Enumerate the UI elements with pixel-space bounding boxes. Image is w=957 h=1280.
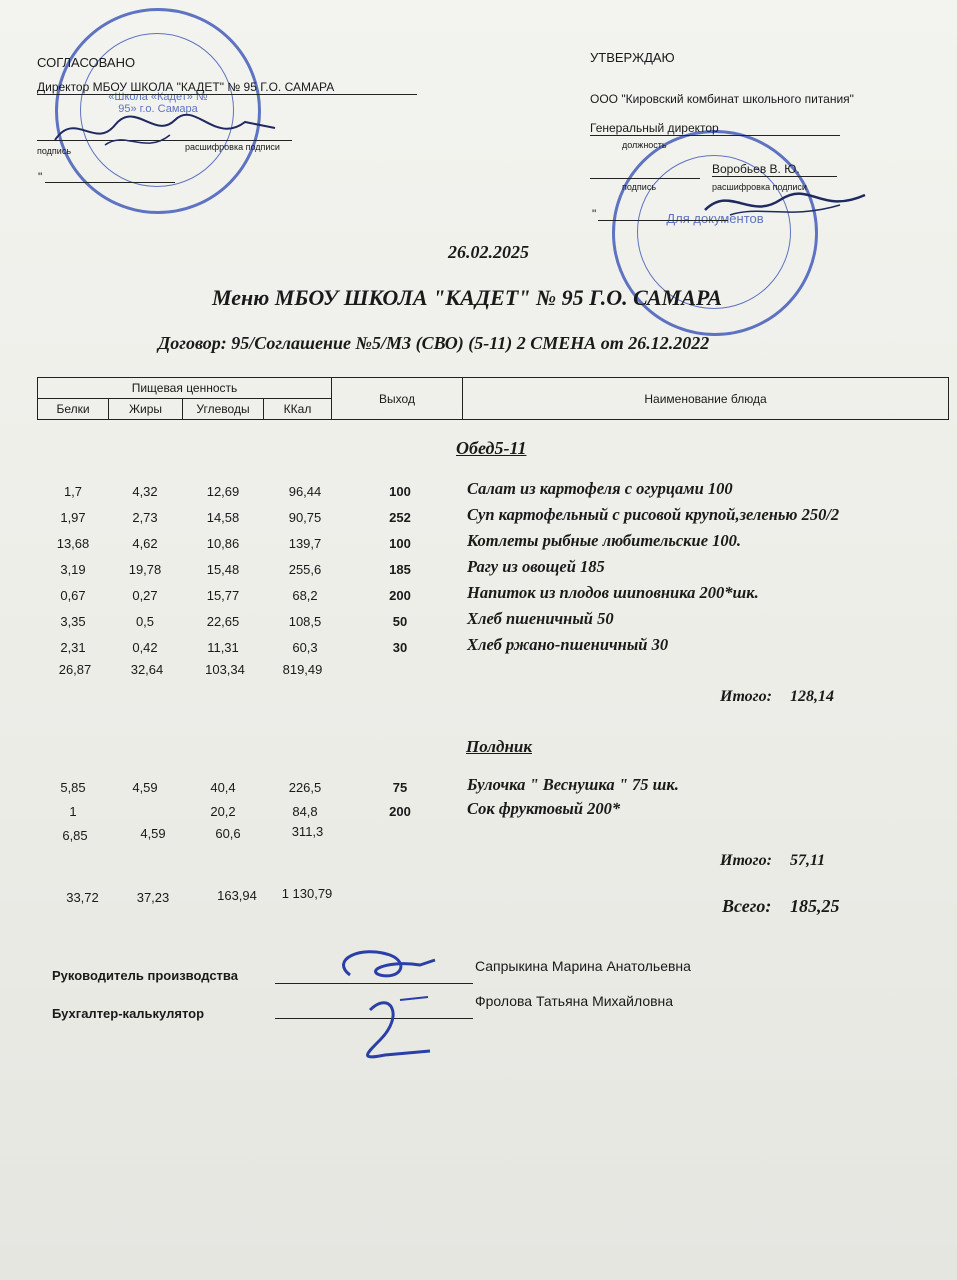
snack-row-dish: Сок фруктовый 200*	[467, 799, 621, 818]
snack-row-protein: 5,85	[60, 780, 86, 795]
lunch-row-output: 252	[389, 510, 411, 525]
supplier-position: Генеральный директор	[590, 121, 840, 136]
snack-title: Полдник	[466, 737, 532, 756]
lunch-total-protein: 26,87	[58, 662, 92, 677]
lunch-row-protein: 1,7	[63, 484, 83, 499]
snack-row-kcal: 84,8	[292, 804, 318, 819]
lunch-row-fat: 0,5	[135, 614, 155, 629]
snack-total-kcal: 311,3	[291, 824, 324, 839]
lunch-row-dish: Хлеб пшеничный 50	[467, 609, 614, 628]
lunch-row-protein: 3,35	[60, 614, 86, 629]
left-date-mark: "	[38, 170, 43, 184]
lunch-sum-value: 128,14	[790, 688, 834, 705]
contract-line: Договор: 95/Соглашение №5/МЗ (СВО) (5-11) 2 СМЕНА от 26.12.2022	[158, 333, 710, 353]
right-signature-line	[590, 178, 700, 179]
lunch-row-kcal: 108,5	[288, 614, 322, 629]
lunch-title: Обед5-11	[456, 438, 527, 458]
menu-title: Меню МБОУ ШКОЛА "КАДЕТ" № 95 Г.О. САМАРА	[212, 285, 723, 310]
nutrition-header: Пищевая ценность	[38, 378, 332, 399]
carbs-header: Углеводы	[183, 399, 264, 420]
head-name: Сапрыкина Марина Анатольевна	[475, 958, 691, 974]
lunch-row-protein: 3,19	[60, 562, 86, 577]
snack-row-kcal: 226,5	[288, 780, 322, 795]
lunch-row-carbs: 15,77	[206, 588, 240, 603]
snack-row-carbs: 40,4	[210, 780, 236, 795]
director-line: Директор МБОУ ШКОЛА "КАДЕТ" № 95 Г.О. САМАРА	[37, 80, 417, 95]
menu-table-header	[37, 377, 949, 420]
lunch-row-protein: 13,68	[56, 536, 90, 551]
snack-row-protein: 1	[69, 804, 77, 819]
lunch-row-carbs: 12,69	[206, 484, 240, 499]
lunch-row-output: 185	[389, 562, 411, 577]
kcal-header: ККал	[264, 399, 332, 420]
approved-title: СОГЛАСОВАНО	[37, 55, 136, 70]
general-director-signature	[700, 180, 870, 230]
lunch-sum-label: Итого:	[720, 688, 772, 705]
lunch-row-output: 200	[389, 588, 411, 603]
snack-row-fat: 4,59	[132, 780, 158, 795]
lunch-row-fat: 2,73	[132, 510, 158, 525]
grand-fat: 37,23	[136, 890, 170, 905]
accountant-label: Бухгалтер-калькулятор	[52, 1006, 205, 1021]
lunch-row-protein: 2,31	[60, 640, 86, 655]
grand-carbs: 163,94	[217, 888, 257, 903]
protein-header: Белки	[38, 399, 109, 420]
output-header: Выход	[332, 378, 463, 420]
right-sign-caption: подпись	[622, 182, 657, 192]
snack-total-fat: 4,59	[140, 826, 166, 841]
lunch-row-carbs: 15,48	[206, 562, 240, 577]
lunch-row-carbs: 11,31	[207, 640, 239, 655]
grand-value: 185,25	[790, 896, 840, 916]
lunch-row-fat: 0,42	[132, 640, 158, 655]
lunch-row-output: 30	[392, 640, 408, 655]
lunch-row-fat: 4,62	[132, 536, 158, 551]
accountant-name: Фролова Татьяна Михайловна	[475, 993, 674, 1009]
snack-sum-label: Итого:	[720, 852, 772, 869]
left-date-line	[45, 182, 175, 183]
left-stamp-text: «Школа «Кадет» № 95» г.о. Самара	[108, 91, 208, 115]
position-caption: должность	[622, 140, 667, 150]
left-decode-caption: расшифровка подписи	[185, 142, 280, 152]
lunch-row-dish: Напиток из плодов шиповника 200*шк.	[467, 583, 759, 602]
lunch-row-dish: Суп картофельный с рисовой крупой,зеленью 250/2	[467, 505, 840, 524]
lunch-row-protein: 1,97	[60, 510, 86, 525]
right-stamp-text: Для документов	[666, 211, 764, 226]
lunch-row-carbs: 22,65	[206, 614, 240, 629]
snack-row-dish: Булочка " Веснушка " 75 шк.	[467, 775, 679, 794]
left-sign-caption: подпись	[37, 146, 72, 156]
lunch-row-kcal: 96,44	[288, 484, 322, 499]
snack-sum-value: 57,11	[790, 852, 826, 869]
lunch-total-fat: 32,64	[130, 662, 164, 677]
right-date-mark: "	[592, 207, 597, 221]
dish-name-header: Наименование блюда	[463, 378, 949, 420]
snack-row-output: 75	[392, 780, 408, 795]
lunch-row-output: 100	[389, 484, 411, 499]
lunch-row-fat: 0,27	[132, 588, 158, 603]
lunch-row-fat: 4,32	[132, 484, 158, 499]
snack-total-protein: 6,85	[62, 828, 88, 843]
fat-header: Жиры	[109, 399, 183, 420]
supplier-org: ООО "Кировский комбинат школьного питания"	[590, 92, 854, 106]
grand-protein: 33,72	[66, 890, 99, 905]
right-decode-caption: расшифровка подписи	[712, 182, 807, 192]
lunch-row-dish: Салат из картофеля с огурцами 100	[467, 479, 733, 498]
snack-total-carbs: 60,6	[215, 826, 241, 841]
lunch-row-kcal: 90,75	[288, 510, 322, 525]
lunch-row-dish: Котлеты рыбные любительские 100.	[467, 531, 742, 550]
director-signature	[45, 100, 285, 160]
lunch-total-kcal: 819,49	[282, 662, 323, 677]
lunch-row-dish: Хлеб ржано-пшеничный 30	[467, 635, 669, 654]
snack-row-carbs: 20,2	[210, 804, 236, 819]
lunch-row-output: 100	[389, 536, 411, 551]
menu-date: 26.02.2025	[448, 242, 529, 262]
lunch-total-carbs: 103,34	[205, 662, 245, 677]
lunch-row-kcal: 68,2	[292, 588, 318, 603]
lunch-row-dish: Рагу из овощей 185	[467, 557, 605, 576]
lunch-row-output: 50	[392, 614, 408, 629]
lunch-row-kcal: 255,6	[288, 562, 322, 577]
lunch-row-kcal: 139,7	[288, 536, 322, 551]
lunch-row-kcal: 60,3	[292, 640, 318, 655]
approve-title: УТВЕРЖДАЮ	[590, 50, 675, 65]
lunch-row-carbs: 14,58	[206, 510, 240, 525]
head-label: Руководитель производства	[52, 968, 238, 983]
grand-kcal: 1 130,79	[281, 886, 333, 901]
lunch-row-protein: 0,67	[60, 588, 86, 603]
grand-label: Всего:	[722, 896, 772, 916]
lunch-row-fat: 19,78	[128, 562, 162, 577]
supplier-director-name: Воробьев В. Ю.	[712, 162, 837, 177]
lunch-row-carbs: 10,86	[206, 536, 240, 551]
snack-row-output: 200	[389, 804, 411, 819]
accountant-signature	[330, 985, 440, 1065]
